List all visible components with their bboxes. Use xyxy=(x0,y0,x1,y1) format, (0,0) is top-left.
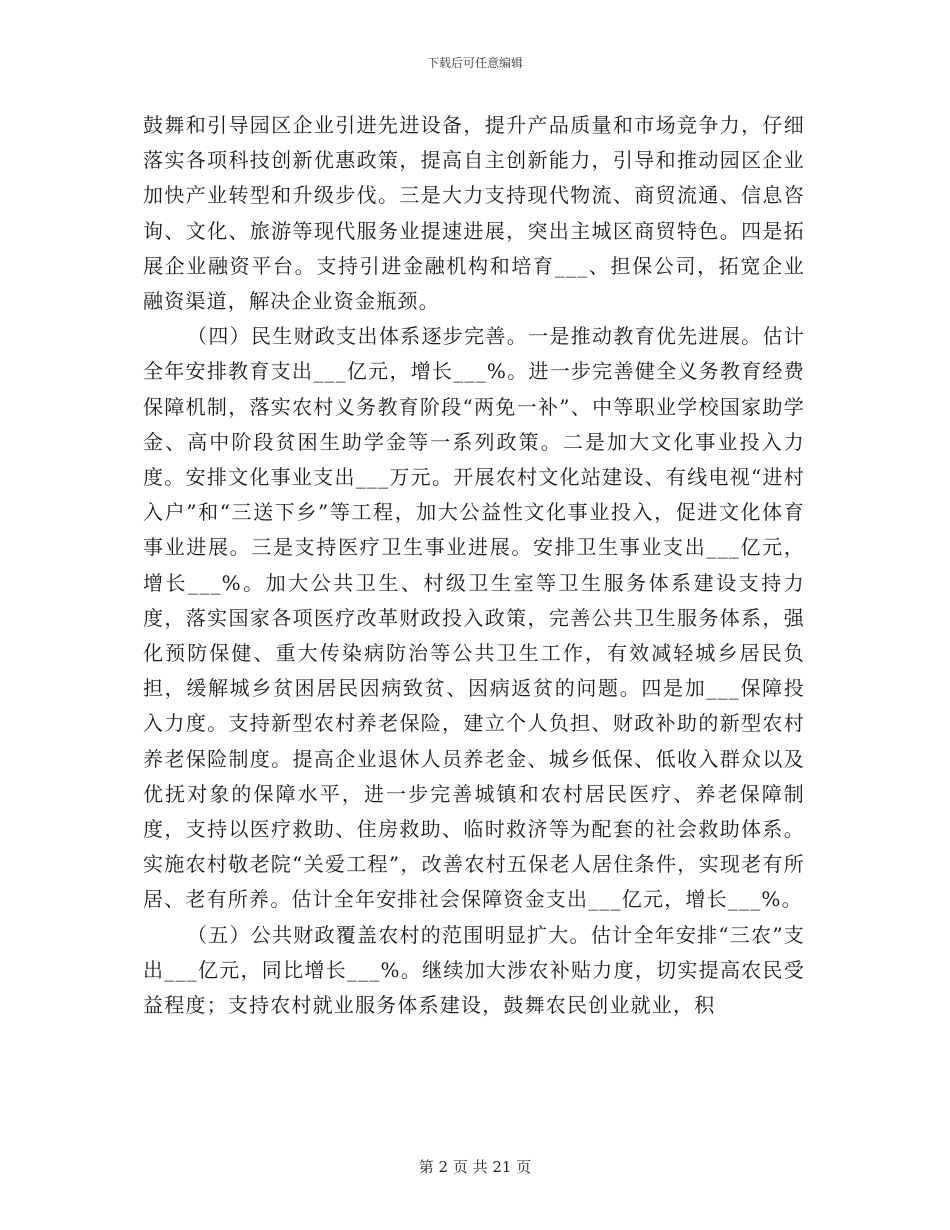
paragraph-continuation: 鼓舞和引导园区企业引进先进设备，提升产品质量和市场竞争力，仔细落实各项科技创新优惠政策，提高自主创新能力，引导和推动园区企业加快产业转型和升级步伐。三是大力支持现代物流、商贸流通、信息咨询、文化、旅游等现代服务业提速进展，突出主城区商贸特色。四是拓展企业融资平台。支持引进金融机构和培育___、担保公司，拓宽企业融资渠道，解决企业资金瓶颈。 xyxy=(143,113,805,314)
paragraph-section-four: （四）民生财政支出体系逐步完善。一是推动教育优先进展。估计全年安排教育支出___亿元，增长___%。进一步完善健全义务教育经费保障机制，落实农村义务教育阶段“两免一补”、中等职业学校国家助学金、高中阶段贫困生助学金等一系列政策。二是加大文化事业投入力度。安排文化事业支出___万元。开展农村文化站建设、有线电视“进村入户”和“三送下乡”等工程，加大公益性文化事业投入，促进文化体育事业进展。三是支持医疗卫生事业进展。安排卫生事业支出___亿元，增长___%。加大公共卫生、村级卫生室等卫生服务体系建设支持力度，落实国家各项医疗改革财政投入政策，完善公共卫生服务体系，强化预防保健、重大传染病防治等公共卫生工作，有效减轻城乡居民负担，缓解城乡贫困居民因病致贫、因病返贫的问题。四是加___保障投入力度。支持新型农村养老保险，建立个人负担、财政补助的新型农村养老保险制度。提高企业退休人员养老金、城乡低保、低收入群众以及优抚对象的保障水平，进一步完善城镇和农村居民医疗、养老保障制度，支持以医疗救助、住房救助、临时救济等为配套的社会救助体系。实施农村敬老院“关爱工程”，改善农村五保老人居住条件，实现老有所居、老有所养。估计全年安排社会保障资金支出___亿元，增长___%。 xyxy=(143,324,805,912)
document-body xyxy=(143,108,805,1023)
page-number: 第 2 页 共 21 页 xyxy=(418,1158,532,1176)
paragraph-section-five: （五）公共财政覆盖农村的范围明显扩大。估计全年安排“三农”支出___亿元，同比增长___%。继续加大涉农补贴力度，切实提高农民受益程度；支持农村就业服务体系建设，鼓舞农民创业就业，积 xyxy=(143,922,805,1018)
page-header-note: 下载后可任意编辑 xyxy=(426,56,523,70)
